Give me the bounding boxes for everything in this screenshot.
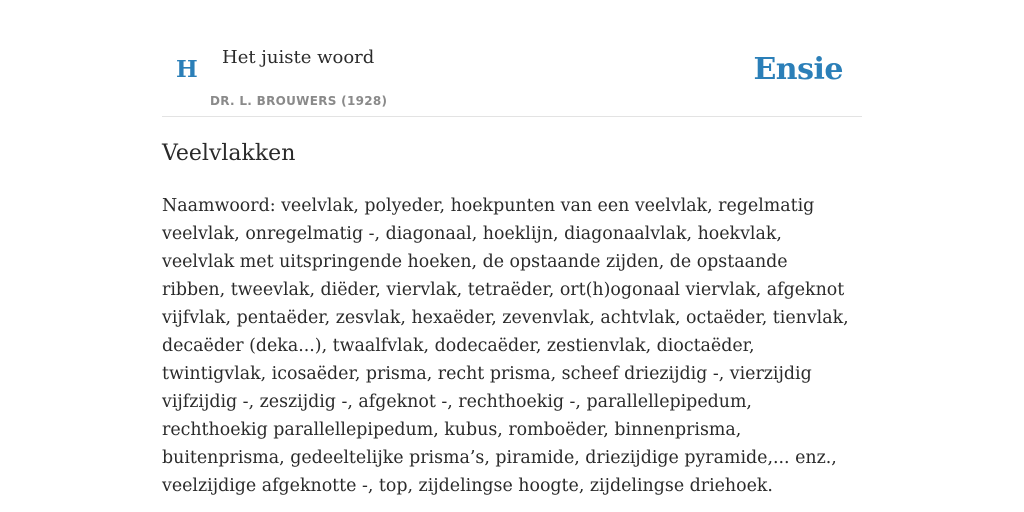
book-author: DR. L. BROUWERS (1928) <box>210 94 388 108</box>
entry-title: Veelvlakken <box>162 141 296 166</box>
entry-body: Naamwoord: veelvlak, polyeder, hoekpunten van een veelvlak, regelmatig veelvlak, onregelmatig -, diagonaal, hoeklijn, diagonaalvlak, hoekvlak, veelvlak met uitspringende hoeken, de opstaande zijden, de opstaande ribben, tweevlak, diëder, viervlak, tetraëder, ort(h)ogonaal viervlak, afgeknot vijfvlak, pentaëder, zesvlak, hexaëder, zevenvlak, achtvlak, octaëder, tienvlak, decaëder (deka...), twaalfvlak, dodecaëder, zestienvlak, dioctaëder, twintigvlak, icosaëder, prisma, recht prisma, scheef driezijdig -, vierzijdig vijfzijdig -, zeszijdig -, afgeknot -, rechthoekig -, parallellepipedum, rechthoekig parallellepipedum, kubus, romboëder, binnenprisma, buitenprisma, gedeeltelijke prisma’s, piramide, driezijdige pyramide,... enz., veelzijdige afgeknotte -, top, zijdelingse hoogte, zijdelingse driehoek. <box>162 196 849 496</box>
book-logo-letter[interactable]: H <box>176 56 198 83</box>
book-header <box>162 40 862 117</box>
book-title-link[interactable]: Het juiste woord <box>222 47 375 68</box>
brand-logo-link[interactable]: Ensie <box>753 52 843 87</box>
